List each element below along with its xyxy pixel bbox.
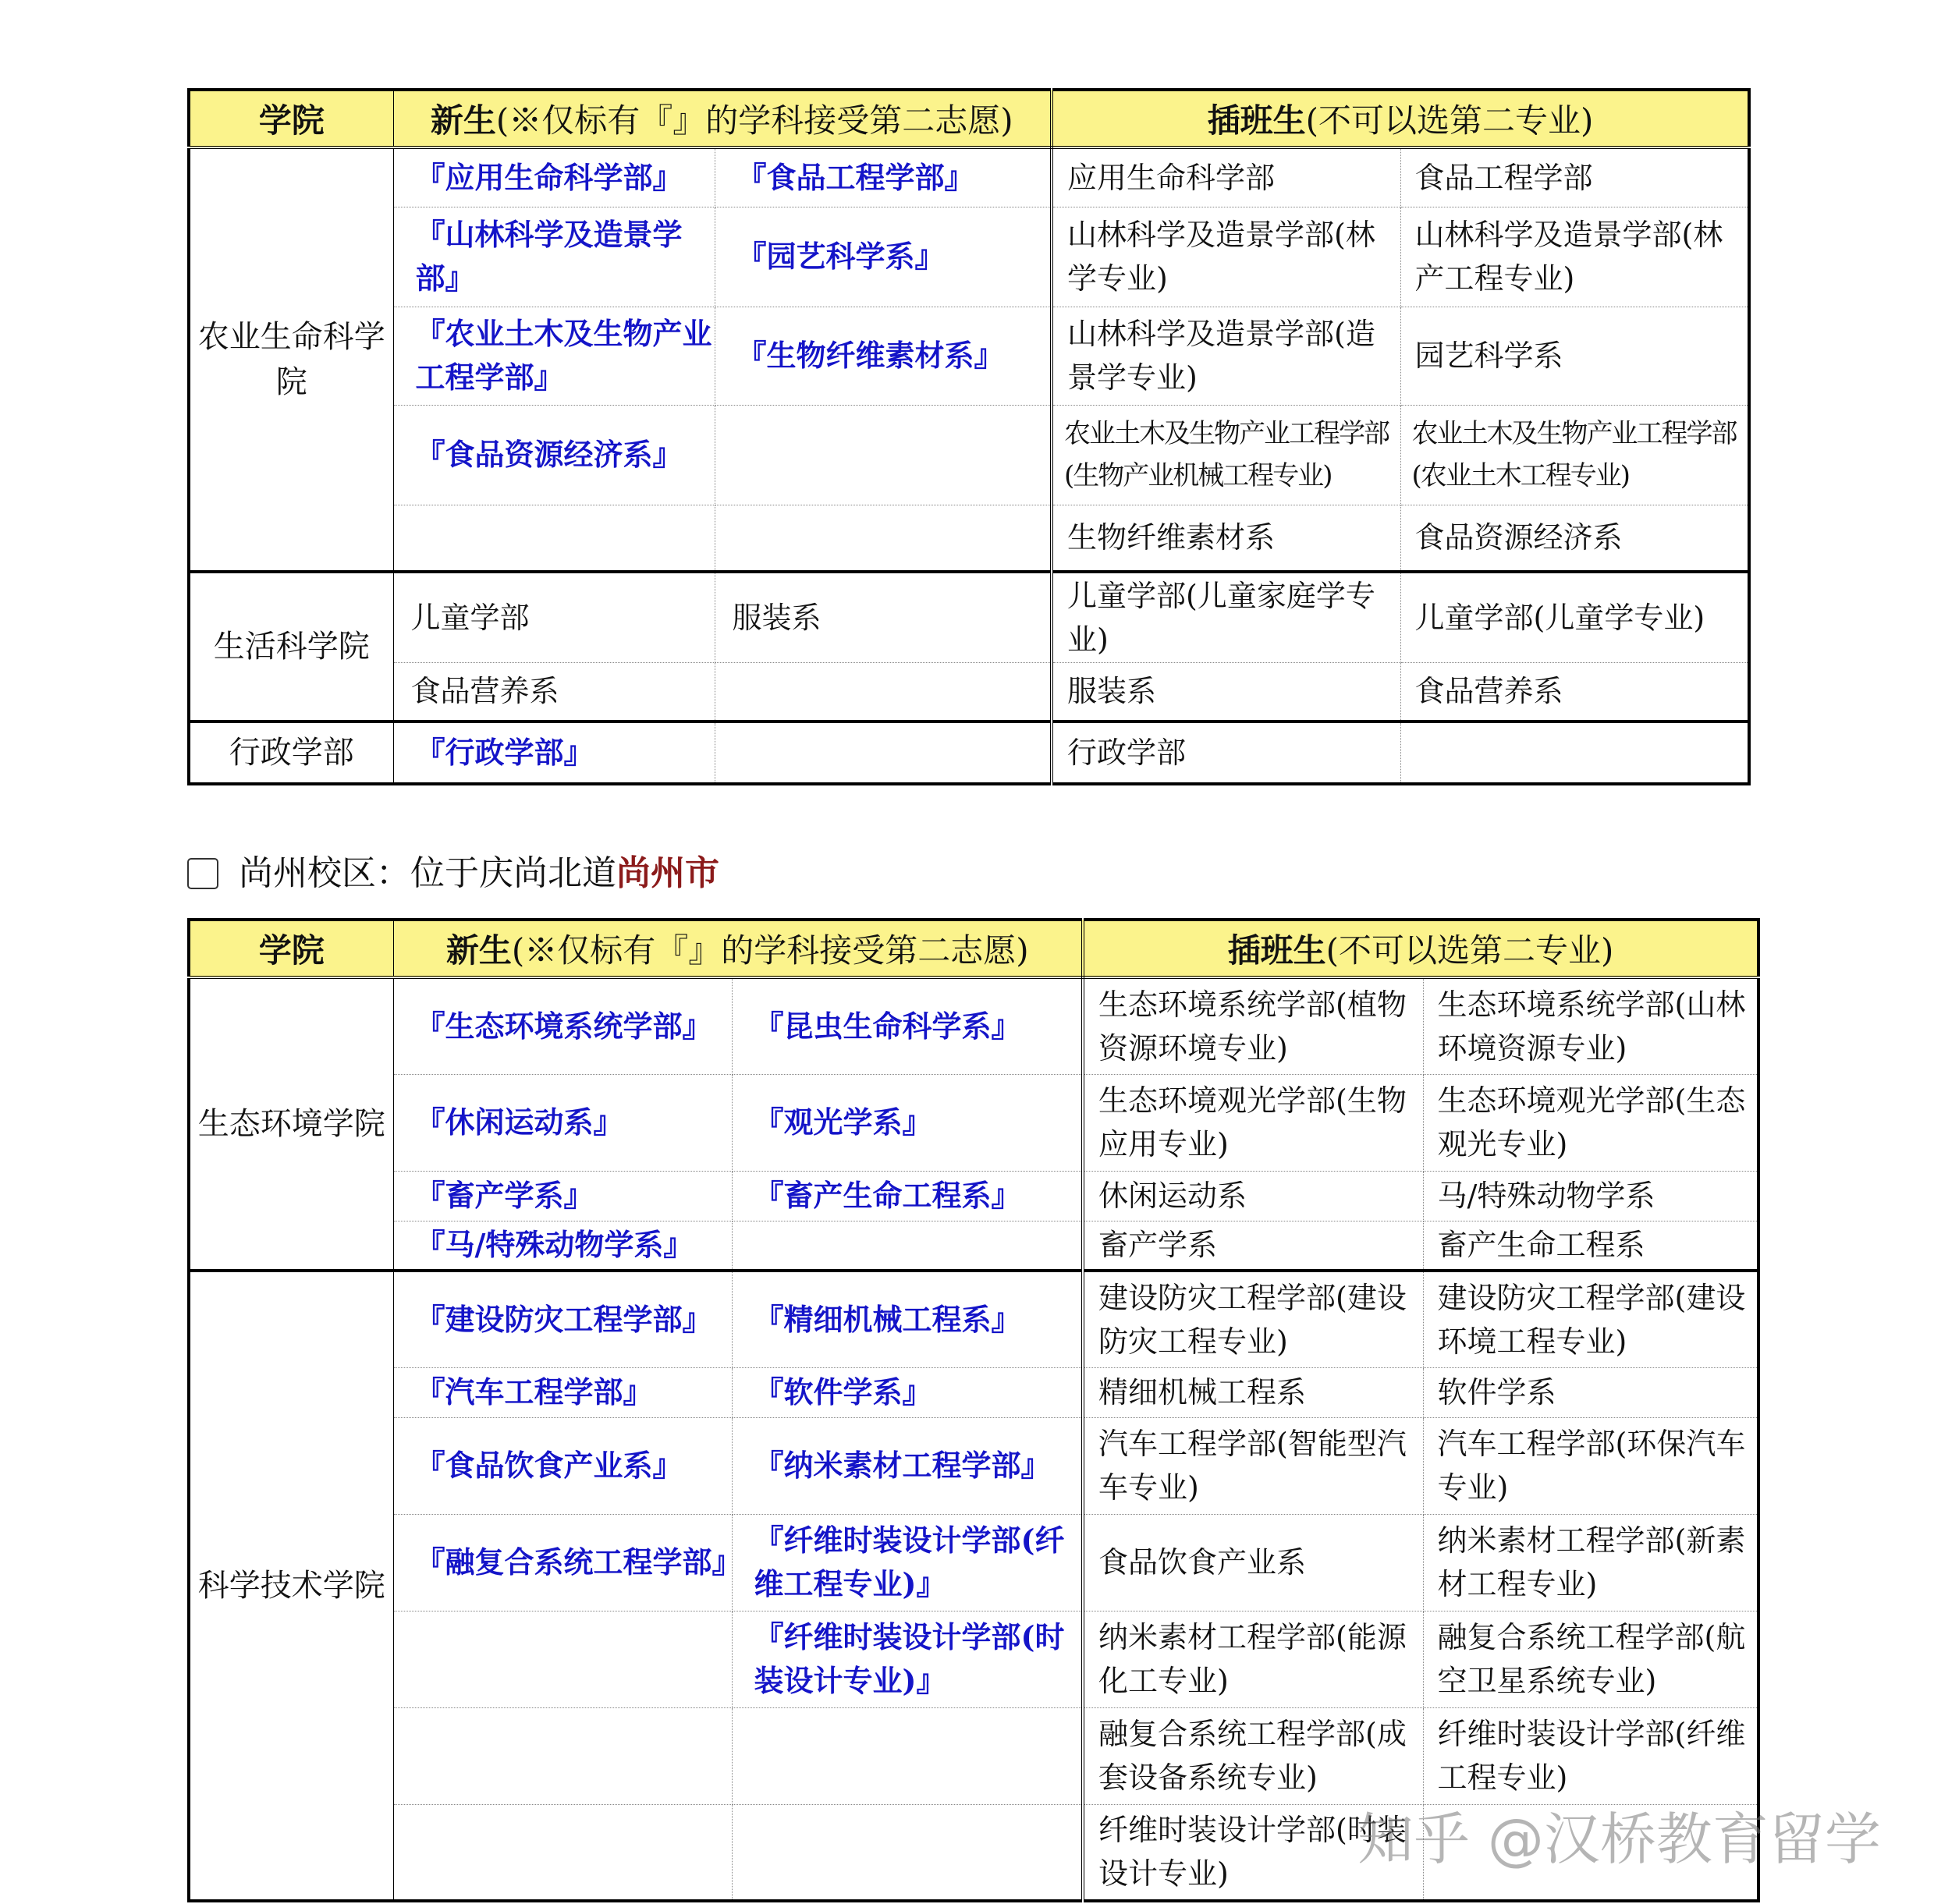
freshman-major: 『纤维时装设计学部(纤维工程专业)』 xyxy=(732,1514,1083,1611)
freshman-major xyxy=(715,722,1052,784)
transfer-major: 汽车工程学部(智能型汽车专业) xyxy=(1083,1417,1423,1514)
checkbox-icon xyxy=(187,858,218,889)
transfer-major: 生态环境系统学部(山林环境资源专业) xyxy=(1423,977,1758,1074)
transfer-major: 建设防灾工程学部(建设环境工程专业) xyxy=(1423,1271,1758,1367)
table-row xyxy=(189,1074,1758,1171)
college-name: 生活科学院 xyxy=(189,572,393,722)
freshman-major: 『食品资源经济系』 xyxy=(393,405,715,505)
table-row xyxy=(189,1271,1758,1367)
freshman-major: 食品营养系 xyxy=(393,662,715,722)
campus-majors-table-2 xyxy=(187,918,1760,1902)
freshman-major: 『生物纤维素材系』 xyxy=(715,307,1052,405)
transfer-major: 畜产学系 xyxy=(1083,1221,1423,1271)
table-row xyxy=(189,207,1749,307)
transfer-major: 软件学系 xyxy=(1423,1367,1758,1417)
table-row xyxy=(189,1367,1758,1417)
transfer-major: 山林科学及造景学部(造景学专业) xyxy=(1052,307,1400,405)
header-college: 学院 xyxy=(189,920,393,977)
table-row xyxy=(189,1221,1758,1271)
freshman-major xyxy=(732,1707,1083,1804)
transfer-major: 山林科学及造景学部(林学专业) xyxy=(1052,207,1400,307)
transfer-major: 纳米素材工程学部(新素材工程专业) xyxy=(1423,1514,1758,1611)
table-row xyxy=(189,1417,1758,1514)
transfer-major: 建设防灾工程学部(建设防灾工程专业) xyxy=(1083,1271,1423,1367)
header-transfer: 插班生(不可以选第二专业) xyxy=(1083,920,1758,977)
freshman-major xyxy=(732,1804,1083,1901)
transfer-major: 休闲运动系 xyxy=(1083,1171,1423,1221)
section-text: 尚州校区：位于庆尚北道 xyxy=(239,853,616,893)
transfer-major: 儿童学部(儿童家庭学专业) xyxy=(1052,572,1400,662)
transfer-major: 马/特殊动物学系 xyxy=(1423,1171,1758,1221)
transfer-major: 畜产生命工程系 xyxy=(1423,1221,1758,1271)
freshman-major xyxy=(393,1611,732,1707)
section-city: 尚州市 xyxy=(616,853,719,893)
transfer-major: 生态环境观光学部(生态观光专业) xyxy=(1423,1074,1758,1171)
transfer-major: 儿童学部(儿童学专业) xyxy=(1400,572,1749,662)
freshman-major: 『建设防灾工程学部』 xyxy=(393,1271,732,1367)
college-name: 行政学部 xyxy=(189,722,393,784)
freshman-major: 『观光学系』 xyxy=(732,1074,1083,1171)
transfer-major: 纳米素材工程学部(能源化工专业) xyxy=(1083,1611,1423,1707)
table-row xyxy=(189,722,1749,784)
transfer-major: 园艺科学系 xyxy=(1400,307,1749,405)
freshman-major: 『纤维时装设计学部(时装设计专业)』 xyxy=(732,1611,1083,1707)
freshman-major: 『融复合系统工程学部』 xyxy=(393,1514,732,1611)
freshman-major: 『畜产生命工程系』 xyxy=(732,1171,1083,1221)
transfer-major: 生态环境系统学部(植物资源环境专业) xyxy=(1083,977,1423,1074)
table-row xyxy=(189,1707,1758,1804)
freshman-major: 『应用生命科学部』 xyxy=(393,147,715,207)
freshman-major xyxy=(715,405,1052,505)
freshman-major xyxy=(732,1221,1083,1271)
transfer-major: 生态环境观光学部(生物应用专业) xyxy=(1083,1074,1423,1171)
college-name: 生态环境学院 xyxy=(189,977,393,1271)
freshman-major: 『精细机械工程系』 xyxy=(732,1271,1083,1367)
transfer-major: 食品饮食产业系 xyxy=(1083,1514,1423,1611)
table-header-row xyxy=(189,90,1749,147)
freshman-major: 『农业土木及生物产业工程学部』 xyxy=(393,307,715,405)
transfer-major: 农业土木及生物产业工程学部(生物产业机械工程专业) xyxy=(1052,405,1400,505)
table-row xyxy=(189,1611,1758,1707)
transfer-major: 精细机械工程系 xyxy=(1083,1367,1423,1417)
college-name: 科学技术学院 xyxy=(189,1271,393,1901)
transfer-major: 食品营养系 xyxy=(1400,662,1749,722)
freshman-major: 『园艺科学系』 xyxy=(715,207,1052,307)
transfer-major: 纤维时装设计学部(纤维工程专业) xyxy=(1423,1707,1758,1804)
table-row xyxy=(189,1514,1758,1611)
header-freshman: 新生(※仅标有『』的学科接受第二志愿) xyxy=(393,920,1083,977)
table-row xyxy=(189,977,1758,1074)
freshman-major: 『山林科学及造景学部』 xyxy=(393,207,715,307)
transfer-major: 融复合系统工程学部(航空卫星系统专业) xyxy=(1423,1611,1758,1707)
transfer-major: 食品工程学部 xyxy=(1400,147,1749,207)
zhihu-watermark: 知乎 @汉桥教育留学 xyxy=(1357,1806,1881,1872)
header-college: 学院 xyxy=(189,90,393,147)
freshman-major: 儿童学部 xyxy=(393,572,715,662)
table-row xyxy=(189,1171,1758,1221)
freshman-major xyxy=(393,505,715,572)
freshman-major: 『畜产学系』 xyxy=(393,1171,732,1221)
table-row xyxy=(189,662,1749,722)
college-name: 农业生命科学院 xyxy=(189,147,393,572)
freshman-major: 『休闲运动系』 xyxy=(393,1074,732,1171)
freshman-major: 『汽车工程学部』 xyxy=(393,1367,732,1417)
freshman-major: 『马/特殊动物学系』 xyxy=(393,1221,732,1271)
freshman-major xyxy=(393,1707,732,1804)
campus-majors-table-1 xyxy=(187,88,1751,785)
table-header-row xyxy=(189,920,1758,977)
transfer-major xyxy=(1400,722,1749,784)
header-transfer: 插班生(不可以选第二专业) xyxy=(1052,90,1749,147)
transfer-major: 山林科学及造景学部(林产工程专业) xyxy=(1400,207,1749,307)
table-row xyxy=(189,307,1749,405)
freshman-major: 『纳米素材工程学部』 xyxy=(732,1417,1083,1514)
transfer-major: 食品资源经济系 xyxy=(1400,505,1749,572)
transfer-major: 应用生命科学部 xyxy=(1052,147,1400,207)
table-row xyxy=(189,505,1749,572)
transfer-major: 融复合系统工程学部(成套设备系统专业) xyxy=(1083,1707,1423,1804)
freshman-major xyxy=(715,662,1052,722)
table-row xyxy=(189,405,1749,505)
freshman-major: 『昆虫生命科学系』 xyxy=(732,977,1083,1074)
freshman-major: 『食品工程学部』 xyxy=(715,147,1052,207)
transfer-major: 农业土木及生物产业工程学部(农业土木工程专业) xyxy=(1400,405,1749,505)
transfer-major: 服装系 xyxy=(1052,662,1400,722)
transfer-major: 行政学部 xyxy=(1052,722,1400,784)
freshman-major xyxy=(715,505,1052,572)
freshman-major: 『行政学部』 xyxy=(393,722,715,784)
freshman-major: 『软件学系』 xyxy=(732,1367,1083,1417)
freshman-major: 服装系 xyxy=(715,572,1052,662)
freshman-major: 『食品饮食产业系』 xyxy=(393,1417,732,1514)
table-row xyxy=(189,572,1749,662)
table-row xyxy=(189,147,1749,207)
campus-section-heading xyxy=(187,850,719,897)
header-freshman: 新生(※仅标有『』的学科接受第二志愿) xyxy=(393,90,1052,147)
freshman-major: 『生态环境系统学部』 xyxy=(393,977,732,1074)
transfer-major: 生物纤维素材系 xyxy=(1052,505,1400,572)
transfer-major: 纤维时装设计学部(时装设计专业) xyxy=(1083,1804,1423,1901)
freshman-major xyxy=(393,1804,732,1901)
transfer-major: 汽车工程学部(环保汽车专业) xyxy=(1423,1417,1758,1514)
